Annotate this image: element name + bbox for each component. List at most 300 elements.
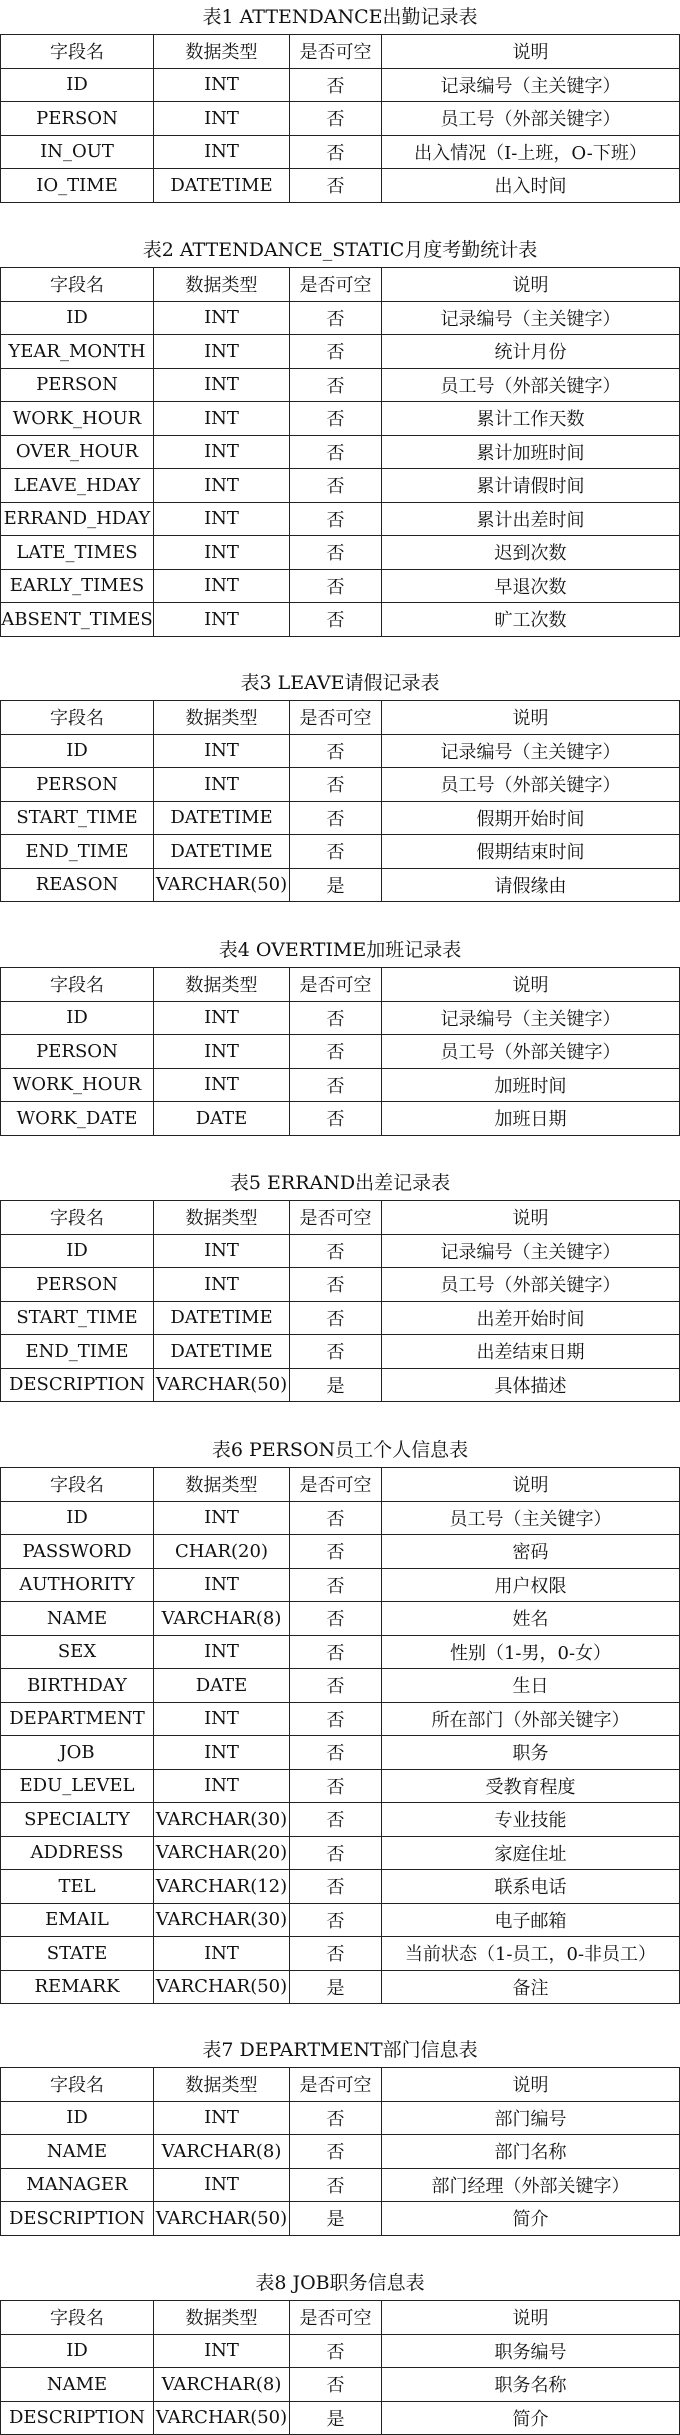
table-cell: 否 <box>290 1702 382 1736</box>
column-header: 是否可空 <box>290 268 382 302</box>
table-cell: DATE <box>154 1102 290 1136</box>
table-cell: 早退次数 <box>382 569 680 603</box>
table-row <box>1 435 680 469</box>
column-header: 说明 <box>382 1201 680 1235</box>
table-cell: START_TIME <box>1 1301 154 1335</box>
table-cell: INT <box>154 2334 290 2368</box>
table-cell: 否 <box>290 1635 382 1669</box>
table-cell: DESCRIPTION <box>1 1368 154 1402</box>
table-cell: 否 <box>290 1937 382 1971</box>
column-header: 是否可空 <box>290 968 382 1002</box>
table-row <box>1 68 680 102</box>
table-cell: 出入情况（I-上班，O-下班） <box>382 135 680 169</box>
table-row <box>1 2101 680 2135</box>
table-cell: INT <box>154 502 290 536</box>
table-cell: 累计出差时间 <box>382 502 680 536</box>
table-block <box>0 933 680 1136</box>
column-header: 字段名 <box>1 1468 154 1502</box>
table-cell: ID <box>1 68 154 102</box>
table-row <box>1 1602 680 1636</box>
table-cell: OVER_HOUR <box>1 435 154 469</box>
table-title: 表4 OVERTIME加班记录表 <box>218 939 462 961</box>
table-cell: EARLY_TIMES <box>1 569 154 603</box>
table-cell: IO_TIME <box>1 169 154 203</box>
table-cell: VARCHAR(8) <box>154 1602 290 1636</box>
data-table <box>0 933 680 1136</box>
header-row <box>1 2301 680 2335</box>
header-row <box>1 968 680 1002</box>
table-cell: 否 <box>290 1234 382 1268</box>
table-cell: INT <box>154 1702 290 1736</box>
table-cell: ID <box>1 2334 154 2368</box>
table-row <box>1 569 680 603</box>
table-cell: 员工号（外部关键字） <box>382 1035 680 1069</box>
table-cell: DATETIME <box>154 169 290 203</box>
table-cell: 密码 <box>382 1535 680 1569</box>
table-cell: VARCHAR(8) <box>154 2135 290 2169</box>
table-cell: ID <box>1 1234 154 1268</box>
column-header: 说明 <box>382 35 680 69</box>
table-cell: INT <box>154 768 290 802</box>
table-cell: END_TIME <box>1 1335 154 1369</box>
table-cell: ID <box>1 1501 154 1535</box>
table-cell: ERRAND_HDAY <box>1 502 154 536</box>
header-row <box>1 1201 680 1235</box>
table-title: 表8 JOB职务信息表 <box>255 2272 425 2294</box>
table-cell: EDU_LEVEL <box>1 1769 154 1803</box>
column-header: 数据类型 <box>154 968 290 1002</box>
table-cell: 否 <box>290 135 382 169</box>
table-row <box>1 469 680 503</box>
table-row <box>1 835 680 869</box>
column-header: 数据类型 <box>154 268 290 302</box>
table-row <box>1 1068 680 1102</box>
table-cell: VARCHAR(20) <box>154 1836 290 1870</box>
table-row <box>1 1102 680 1136</box>
table-cell: 否 <box>290 1602 382 1636</box>
column-header: 是否可空 <box>290 1201 382 1235</box>
table-title: 表3 LEAVE请假记录表 <box>240 672 440 694</box>
table-title: 表5 ERRAND出差记录表 <box>229 1172 451 1194</box>
table-cell: VARCHAR(50) <box>154 1368 290 1402</box>
table-cell: 否 <box>290 1836 382 1870</box>
table-cell: VARCHAR(50) <box>154 868 290 902</box>
table-cell: 否 <box>290 1501 382 1535</box>
table-cell: INT <box>154 469 290 503</box>
table-row <box>1 1234 680 1268</box>
column-header: 是否可空 <box>290 2301 382 2335</box>
table-cell: 否 <box>290 1102 382 1136</box>
table-cell: 否 <box>290 469 382 503</box>
table-title: 表6 PERSON员工个人信息表 <box>211 1439 469 1461</box>
data-table <box>0 0 680 203</box>
table-cell: 记录编号（主关键字） <box>382 734 680 768</box>
table-cell: 否 <box>290 1301 382 1335</box>
table-cell: 统计月份 <box>382 335 680 369</box>
table-cell: 否 <box>290 1736 382 1770</box>
column-header: 是否可空 <box>290 35 382 69</box>
table-cell: DESCRIPTION <box>1 2401 154 2435</box>
table-cell: 出差开始时间 <box>382 1301 680 1335</box>
table-cell: INT <box>154 603 290 637</box>
table-cell: 否 <box>290 2135 382 2169</box>
table-cell: 累计工作天数 <box>382 402 680 436</box>
table-cell: AUTHORITY <box>1 1568 154 1602</box>
table-cell: 否 <box>290 536 382 570</box>
table-row <box>1 801 680 835</box>
table-row <box>1 2135 680 2169</box>
data-table <box>0 1166 680 1402</box>
table-cell: 受教育程度 <box>382 1769 680 1803</box>
table-cell: INT <box>154 102 290 136</box>
table-cell: 员工号（主关键字） <box>382 1501 680 1535</box>
table-cell: VARCHAR(50) <box>154 1970 290 2004</box>
table-cell: 专业技能 <box>382 1803 680 1837</box>
table-row <box>1 402 680 436</box>
table-cell: 员工号（外部关键字） <box>382 1268 680 1302</box>
table-cell: 是 <box>290 868 382 902</box>
table-cell: 否 <box>290 1769 382 1803</box>
table-cell: VARCHAR(12) <box>154 1870 290 1904</box>
table-row <box>1 734 680 768</box>
table-cell: 是 <box>290 2401 382 2435</box>
table-cell: INT <box>154 1568 290 1602</box>
table-cell: 记录编号（主关键字） <box>382 68 680 102</box>
table-block <box>0 1166 680 1402</box>
table-cell: INT <box>154 301 290 335</box>
table-cell: 否 <box>290 2168 382 2202</box>
table-title: 表2 ATTENDANCE_STATIC月度考勤统计表 <box>142 239 538 261</box>
header-row <box>1 701 680 735</box>
table-cell: INT <box>154 1001 290 1035</box>
table-cell: 电子邮箱 <box>382 1903 680 1937</box>
table-cell: SPECIALTY <box>1 1803 154 1837</box>
table-cell: 是 <box>290 1368 382 1402</box>
table-cell: YEAR_MONTH <box>1 335 154 369</box>
table-cell: INT <box>154 1234 290 1268</box>
table-row <box>1 1669 680 1703</box>
table-cell: INT <box>154 1769 290 1803</box>
table-cell: INT <box>154 402 290 436</box>
table-cell: 加班日期 <box>382 1102 680 1136</box>
table-cell: PERSON <box>1 1268 154 1302</box>
table-cell: 员工号（外部关键字） <box>382 768 680 802</box>
table-row <box>1 2202 680 2236</box>
table-row <box>1 1903 680 1937</box>
table-cell: 否 <box>290 1669 382 1703</box>
table-cell: 当前状态（1-员工，0-非员工） <box>382 1937 680 1971</box>
table-row <box>1 1535 680 1569</box>
table-cell: 所在部门（外部关键字） <box>382 1702 680 1736</box>
table-cell: 简介 <box>382 2202 680 2236</box>
table-cell: INT <box>154 2168 290 2202</box>
table-cell: 假期开始时间 <box>382 801 680 835</box>
table-cell: 否 <box>290 835 382 869</box>
table-row <box>1 335 680 369</box>
table-cell: INT <box>154 1268 290 1302</box>
table-cell: 否 <box>290 1035 382 1069</box>
column-header: 数据类型 <box>154 1201 290 1235</box>
table-cell: INT <box>154 734 290 768</box>
column-header: 是否可空 <box>290 2068 382 2102</box>
table-cell: WORK_DATE <box>1 1102 154 1136</box>
table-cell: BIRTHDAY <box>1 1669 154 1703</box>
table-cell: INT <box>154 335 290 369</box>
table-cell: END_TIME <box>1 835 154 869</box>
table-row <box>1 603 680 637</box>
table-cell: DESCRIPTION <box>1 2202 154 2236</box>
table-cell: 否 <box>290 502 382 536</box>
table-cell: SEX <box>1 1635 154 1669</box>
column-header: 数据类型 <box>154 35 290 69</box>
column-header: 说明 <box>382 701 680 735</box>
column-header: 字段名 <box>1 2301 154 2335</box>
table-cell: INT <box>154 1937 290 1971</box>
table-cell: CHAR(20) <box>154 1535 290 1569</box>
table-cell: INT <box>154 1035 290 1069</box>
table-row <box>1 2401 680 2435</box>
table-row <box>1 135 680 169</box>
table-row <box>1 1501 680 1535</box>
table-cell: ID <box>1 301 154 335</box>
table-cell: NAME <box>1 1602 154 1636</box>
column-header: 字段名 <box>1 701 154 735</box>
table-cell: 否 <box>290 402 382 436</box>
table-title: 表7 DEPARTMENT部门信息表 <box>202 2039 478 2061</box>
table-cell: 否 <box>290 768 382 802</box>
table-cell: WORK_HOUR <box>1 402 154 436</box>
column-header: 说明 <box>382 968 680 1002</box>
table-cell: INT <box>154 2101 290 2135</box>
table-cell: 累计加班时间 <box>382 435 680 469</box>
table-cell: INT <box>154 135 290 169</box>
table-cell: 否 <box>290 1535 382 1569</box>
table-cell: 否 <box>290 1568 382 1602</box>
table-cell: 记录编号（主关键字） <box>382 1234 680 1268</box>
table-row <box>1 1937 680 1971</box>
table-block <box>0 2266 680 2435</box>
table-row <box>1 1702 680 1736</box>
column-header: 说明 <box>382 1468 680 1502</box>
table-cell: 备注 <box>382 1970 680 2004</box>
table-cell: DATETIME <box>154 1335 290 1369</box>
table-row <box>1 2168 680 2202</box>
table-cell: 出入时间 <box>382 169 680 203</box>
table-cell: 否 <box>290 1803 382 1837</box>
header-row <box>1 268 680 302</box>
table-cell: INT <box>154 1635 290 1669</box>
table-cell: ID <box>1 1001 154 1035</box>
table-row <box>1 2368 680 2402</box>
table-cell: VARCHAR(8) <box>154 2368 290 2402</box>
table-cell: VARCHAR(30) <box>154 1903 290 1937</box>
table-cell: 用户权限 <box>382 1568 680 1602</box>
table-block <box>0 233 680 637</box>
table-cell: WORK_HOUR <box>1 1068 154 1102</box>
table-row <box>1 1001 680 1035</box>
table-row <box>1 1970 680 2004</box>
table-cell: 家庭住址 <box>382 1836 680 1870</box>
table-cell: VARCHAR(50) <box>154 2401 290 2435</box>
table-row <box>1 2334 680 2368</box>
data-table <box>0 2033 680 2236</box>
table-cell: MANAGER <box>1 2168 154 2202</box>
table-cell: DEPARTMENT <box>1 1702 154 1736</box>
table-row <box>1 536 680 570</box>
table-cell: 否 <box>290 169 382 203</box>
table-row <box>1 1268 680 1302</box>
column-header: 字段名 <box>1 35 154 69</box>
table-cell: DATETIME <box>154 835 290 869</box>
table-cell: JOB <box>1 1736 154 1770</box>
table-row <box>1 368 680 402</box>
table-title: 表1 ATTENDANCE出勤记录表 <box>202 6 478 28</box>
table-cell: 否 <box>290 1903 382 1937</box>
table-cell: ID <box>1 2101 154 2135</box>
table-cell: INT <box>154 435 290 469</box>
table-cell: 生日 <box>382 1669 680 1703</box>
table-cell: INT <box>154 368 290 402</box>
table-row <box>1 1335 680 1369</box>
table-cell: 记录编号（主关键字） <box>382 1001 680 1035</box>
table-row <box>1 102 680 136</box>
table-row <box>1 1368 680 1402</box>
table-cell: LATE_TIMES <box>1 536 154 570</box>
table-cell: NAME <box>1 2368 154 2402</box>
column-header: 说明 <box>382 268 680 302</box>
table-cell: 否 <box>290 1268 382 1302</box>
header-row <box>1 2068 680 2102</box>
table-cell: PERSON <box>1 102 154 136</box>
column-header: 数据类型 <box>154 701 290 735</box>
table-cell: 假期结束时间 <box>382 835 680 869</box>
table-cell: 否 <box>290 102 382 136</box>
table-cell: 否 <box>290 2368 382 2402</box>
table-cell: 部门编号 <box>382 2101 680 2135</box>
table-row <box>1 502 680 536</box>
table-cell: 否 <box>290 1870 382 1904</box>
table-cell: 否 <box>290 734 382 768</box>
table-row <box>1 768 680 802</box>
table-cell: INT <box>154 68 290 102</box>
table-cell: PERSON <box>1 1035 154 1069</box>
table-cell: EMAIL <box>1 1903 154 1937</box>
table-cell: 否 <box>290 2334 382 2368</box>
table-block <box>0 2033 680 2236</box>
table-cell: 否 <box>290 2101 382 2135</box>
table-cell: REASON <box>1 868 154 902</box>
table-cell: START_TIME <box>1 801 154 835</box>
table-cell: VARCHAR(50) <box>154 2202 290 2236</box>
table-row <box>1 1803 680 1837</box>
table-cell: 否 <box>290 68 382 102</box>
table-row <box>1 1736 680 1770</box>
table-cell: 员工号（外部关键字） <box>382 102 680 136</box>
table-cell: 员工号（外部关键字） <box>382 368 680 402</box>
table-cell: IN_OUT <box>1 135 154 169</box>
table-cell: 否 <box>290 1001 382 1035</box>
table-cell: STATE <box>1 1937 154 1971</box>
data-table <box>0 233 680 637</box>
table-row <box>1 301 680 335</box>
table-cell: 否 <box>290 435 382 469</box>
table-cell: ADDRESS <box>1 1836 154 1870</box>
column-header: 数据类型 <box>154 1468 290 1502</box>
table-cell: INT <box>154 1501 290 1535</box>
table-cell: REMARK <box>1 1970 154 2004</box>
table-cell: ID <box>1 734 154 768</box>
table-row <box>1 868 680 902</box>
table-cell: 部门经理（外部关键字） <box>382 2168 680 2202</box>
column-header: 字段名 <box>1 268 154 302</box>
table-block <box>0 0 680 203</box>
table-cell: INT <box>154 569 290 603</box>
table-cell: NAME <box>1 2135 154 2169</box>
table-cell: 姓名 <box>382 1602 680 1636</box>
table-cell: PERSON <box>1 368 154 402</box>
table-cell: ABSENT_TIMES <box>1 603 154 637</box>
table-cell: INT <box>154 1736 290 1770</box>
header-row <box>1 35 680 69</box>
table-cell: 联系电话 <box>382 1870 680 1904</box>
table-block <box>0 666 680 902</box>
table-cell: 否 <box>290 335 382 369</box>
table-cell: 出差结束日期 <box>382 1335 680 1369</box>
table-cell: 职务 <box>382 1736 680 1770</box>
data-table <box>0 1433 680 2004</box>
table-cell: 简介 <box>382 2401 680 2435</box>
table-row <box>1 1568 680 1602</box>
table-row <box>1 169 680 203</box>
table-row <box>1 1836 680 1870</box>
table-cell: 是 <box>290 1970 382 2004</box>
table-cell: 累计请假时间 <box>382 469 680 503</box>
table-cell: DATETIME <box>154 1301 290 1335</box>
table-row <box>1 1301 680 1335</box>
data-table <box>0 666 680 902</box>
table-cell: VARCHAR(30) <box>154 1803 290 1837</box>
table-cell: 否 <box>290 603 382 637</box>
table-cell: INT <box>154 1068 290 1102</box>
table-cell: 否 <box>290 1335 382 1369</box>
table-cell: 具体描述 <box>382 1368 680 1402</box>
table-cell: INT <box>154 536 290 570</box>
table-row <box>1 1769 680 1803</box>
column-header: 是否可空 <box>290 701 382 735</box>
column-header: 说明 <box>382 2068 680 2102</box>
table-cell: DATE <box>154 1669 290 1703</box>
table-cell: 请假缘由 <box>382 868 680 902</box>
table-cell: PASSWORD <box>1 1535 154 1569</box>
table-cell: TEL <box>1 1870 154 1904</box>
column-header: 字段名 <box>1 1201 154 1235</box>
table-cell: PERSON <box>1 768 154 802</box>
table-row <box>1 1635 680 1669</box>
table-cell: LEAVE_HDAY <box>1 469 154 503</box>
table-cell: 性别（1-男，0-女） <box>382 1635 680 1669</box>
column-header: 说明 <box>382 2301 680 2335</box>
header-row <box>1 1468 680 1502</box>
column-header: 字段名 <box>1 968 154 1002</box>
table-cell: 否 <box>290 368 382 402</box>
table-cell: 职务编号 <box>382 2334 680 2368</box>
table-cell: 部门名称 <box>382 2135 680 2169</box>
table-row <box>1 1035 680 1069</box>
table-cell: 记录编号（主关键字） <box>382 301 680 335</box>
column-header: 数据类型 <box>154 2301 290 2335</box>
table-row <box>1 1870 680 1904</box>
table-cell: 是 <box>290 2202 382 2236</box>
